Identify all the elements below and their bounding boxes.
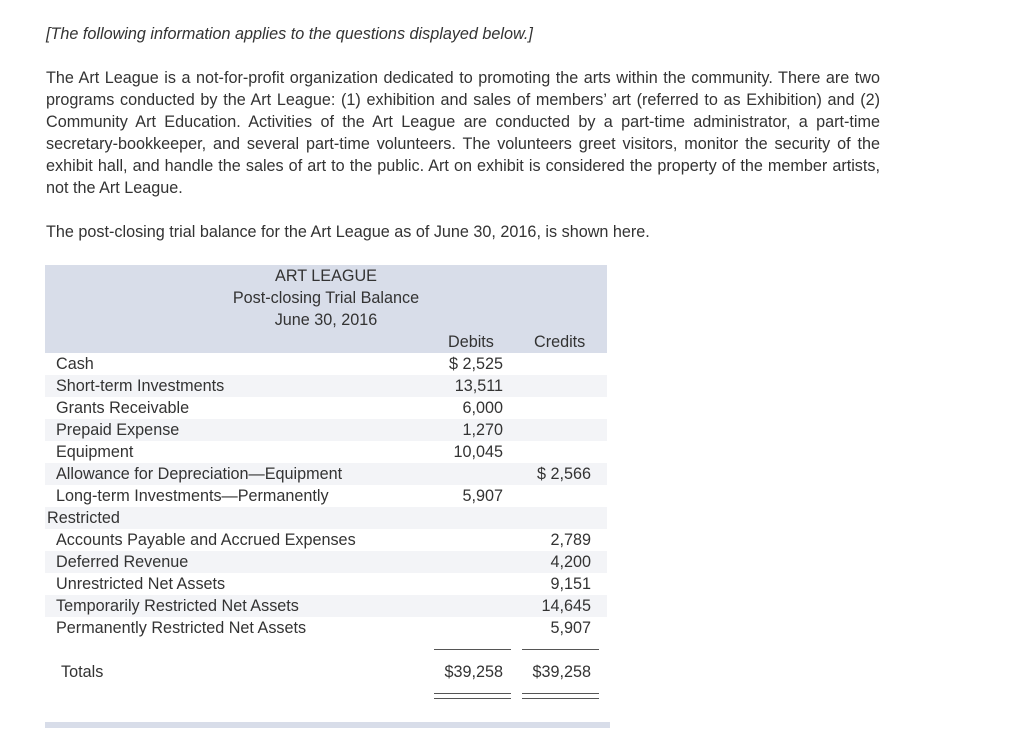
table-row — [45, 529, 607, 551]
account-label: Long-term Investments—Permanently — [56, 487, 329, 505]
statement-title: Post-closing Trial Balance — [232, 289, 420, 307]
credit-subtotal-rule — [522, 649, 599, 650]
account-label: Grants Receivable — [56, 399, 190, 417]
credit-value: 9,151 — [550, 575, 591, 593]
credit-total-double-rule-bottom — [522, 698, 599, 699]
account-label: Equipment — [56, 443, 134, 461]
org-name: ART LEAGUE — [275, 267, 377, 285]
table-row — [45, 441, 607, 463]
intro-note: [The following information applies to the questions displayed below.] — [46, 25, 533, 43]
account-label: Accounts Payable and Accrued Expenses — [56, 531, 356, 549]
table-row — [45, 551, 607, 573]
debit-value: $ 2,525 — [448, 355, 503, 373]
lead-sentence: The post-closing trial balance for the Art League as of June 30, 2016, is shown here. — [46, 223, 650, 241]
table-row — [45, 595, 607, 617]
account-label: Cash — [56, 355, 94, 373]
debit-value: 1,270 — [462, 421, 503, 439]
table-row — [45, 353, 607, 375]
table-footer-bar — [45, 722, 610, 728]
credit-value: 14,645 — [541, 597, 591, 615]
debit-total-double-rule-top — [434, 693, 511, 694]
debit-value: 10,045 — [453, 443, 503, 461]
credit-total: $39,258 — [532, 663, 591, 681]
table-row — [45, 617, 607, 639]
debit-value: 5,907 — [462, 487, 503, 505]
table-row — [45, 419, 607, 441]
credit-total-double-rule-top — [522, 693, 599, 694]
trial-balance-table — [45, 265, 607, 725]
table-row — [45, 397, 607, 419]
statement-date: June 30, 2016 — [274, 311, 378, 329]
account-label: Restricted — [47, 509, 120, 527]
credit-value: 5,907 — [550, 619, 591, 637]
credit-value: $ 2,566 — [536, 465, 591, 483]
table-row — [45, 507, 607, 529]
account-label: Prepaid Expense — [56, 421, 180, 439]
totals-label: Totals — [61, 663, 104, 681]
credits-column-header: Credits — [534, 333, 586, 351]
totals-row — [45, 661, 607, 683]
table-header — [45, 265, 607, 353]
account-label: Unrestricted Net Assets — [56, 575, 226, 593]
debit-subtotal-rule — [434, 649, 511, 650]
debits-column-header: Debits — [448, 333, 494, 351]
problem-description: The Art League is a not-for-profit organization dedicated to promoting the arts within the community. There are two programs conducted by the Art League: (1) exhibition and sales of members’ art (referred to as Exhibition) and (2) Community Art Education. Activities of the Art League are conducted by a part-time administrator, a part-time secretary-bookkeeper, and several part-time volunteers. The volunteers greet visitors, monitor the security of the exhibit hall, and handle the sales of art to the public. Art on exhibit is considered the property of the member artists, not the Art League. — [46, 69, 880, 197]
table-row — [45, 375, 607, 397]
debit-value: 13,511 — [454, 377, 503, 395]
account-label: Permanently Restricted Net Assets — [56, 619, 307, 637]
account-label: Temporarily Restricted Net Assets — [56, 597, 299, 615]
table-row — [45, 463, 607, 485]
debit-value: 6,000 — [462, 399, 503, 417]
account-label: Short-term Investments — [56, 377, 225, 395]
table-row — [45, 485, 607, 507]
account-label: Allowance for Depreciation—Equipment — [56, 465, 343, 483]
debit-total-double-rule-bottom — [434, 698, 511, 699]
table-row — [45, 573, 607, 595]
account-label: Deferred Revenue — [56, 553, 189, 571]
credit-value: 2,789 — [550, 531, 591, 549]
credit-value: 4,200 — [550, 553, 591, 571]
debit-total: $39,258 — [444, 663, 503, 681]
